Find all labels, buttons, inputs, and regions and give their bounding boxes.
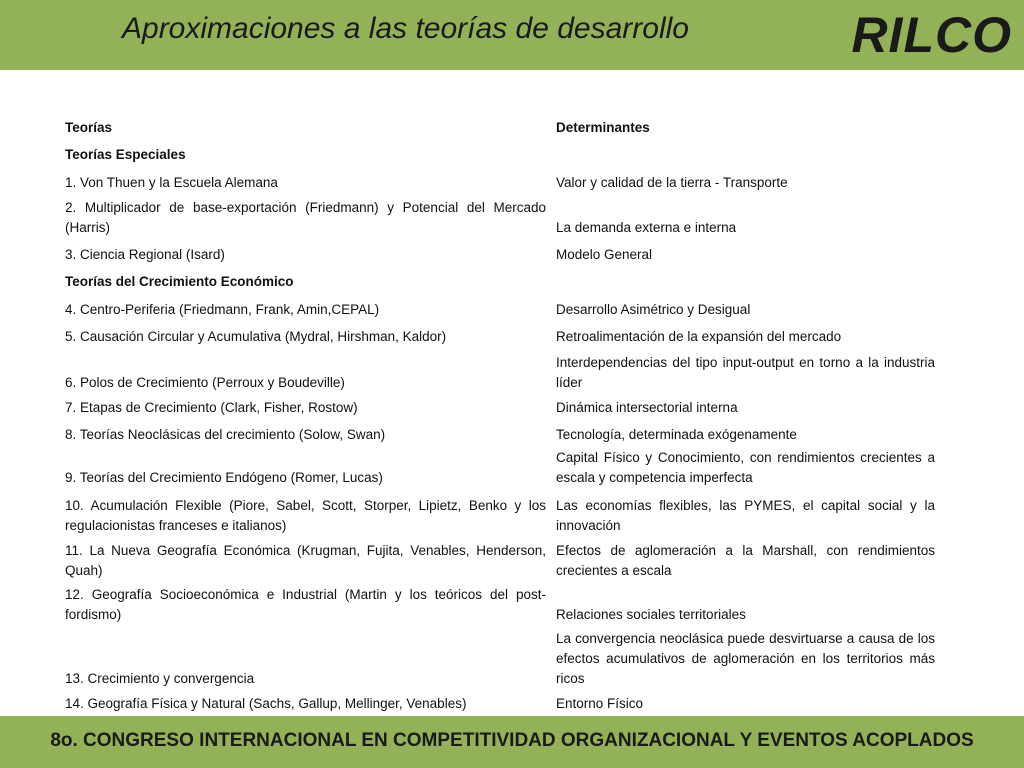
table-row — [60, 327, 940, 347]
determinant-cell: Relaciones sociales territoriales — [556, 607, 746, 622]
determinant-cell: Dinámica intersectorial interna — [556, 400, 738, 415]
table-row — [60, 629, 940, 689]
theory-cell: 6. Polos de Crecimiento (Perroux y Boudeville) — [65, 375, 345, 390]
table-row — [60, 496, 940, 536]
determinant-cell: Capital Físico y Conocimiento, con rendimientos crecientes a escala y competencia imperfecta — [556, 450, 935, 485]
determinant-cell: Retroalimentación de la expansión del mercado — [556, 329, 842, 344]
theory-cell: 2. Multiplicador de base-exportación (Friedmann) y Potencial del Mercado (Harris) — [65, 200, 546, 235]
determinant-cell: Valor y calidad de la tierra - Transporte — [556, 175, 788, 190]
determinant-cell: Desarrollo Asimétrico y Desigual — [556, 302, 751, 317]
table-header-row — [60, 118, 940, 138]
determinant-cell: Interdependencias del tipo input-output en torno a la industria líder — [556, 355, 935, 390]
table-row — [60, 245, 940, 265]
determinant-cell: La convergencia neoclásica puede desvirtuarse a causa de los efectos acumulativos de aglomeración en los territorios más ricos — [556, 631, 935, 686]
theory-cell: 5. Causación Circular y Acumulativa (Mydral, Hirshman, Kaldor) — [65, 329, 447, 344]
theory-cell: Teorías Especiales — [65, 147, 186, 162]
determinant-cell: Entorno Físico — [556, 696, 644, 711]
table-row — [60, 173, 940, 193]
footer-band — [0, 716, 1024, 768]
table-row — [60, 541, 940, 581]
theory-cell: 9. Teorías del Crecimiento Endógeno (Romer, Lucas) — [65, 470, 383, 485]
determinant-cell: Modelo General — [556, 247, 653, 262]
theories-table — [60, 104, 940, 716]
theory-cell: 4. Centro-Periferia (Friedmann, Frank, Amin,CEPAL) — [65, 302, 380, 317]
table-row — [60, 694, 940, 714]
header-theories: Teorías — [65, 120, 113, 135]
footer-congress-name: 8o. CONGRESO INTERNACIONAL EN COMPETITIVIDAD ORGANIZACIONAL Y EVENTOS ACOPLADOS — [50, 730, 974, 751]
section-row — [60, 272, 940, 292]
table-row — [60, 198, 940, 238]
theory-cell: 14. Geografía Física y Natural (Sachs, Gallup, Mellinger, Venables) — [65, 696, 467, 711]
slide-title: Aproximaciones a las teorías de desarrollo — [122, 12, 689, 45]
theory-cell: 10. Acumulación Flexible (Piore, Sabel, Scott, Storper, Lipietz, Benko y los regulacionistas franceses e italianos) — [65, 498, 546, 533]
theory-cell: 12. Geografía Socioeconómica e Industrial (Martin y los teóricos del post-fordismo) — [65, 587, 546, 622]
determinant-cell: La demanda externa e interna — [556, 220, 737, 235]
table-row — [60, 585, 940, 625]
table-row — [60, 300, 940, 320]
table-row — [60, 448, 940, 488]
header-determinants: Determinantes — [556, 120, 650, 135]
brand-logo-text: RILCO — [851, 7, 1012, 63]
theory-cell: 13. Crecimiento y convergencia — [65, 671, 255, 686]
header-band — [0, 0, 1024, 70]
theory-cell: 7. Etapas de Crecimiento (Clark, Fisher, Rostow) — [65, 400, 358, 415]
theory-cell: 11. La Nueva Geografía Económica (Krugman, Fujita, Venables, Henderson, Quah) — [65, 543, 546, 578]
theory-cell: Teorías del Crecimiento Económico — [65, 274, 294, 289]
determinant-cell: Las economías flexibles, las PYMES, el capital social y la innovación — [556, 498, 935, 533]
section-row — [60, 145, 940, 165]
table-row — [60, 398, 940, 418]
determinant-cell: Efectos de aglomeración a la Marshall, con rendimientos crecientes a escala — [556, 543, 935, 578]
table-row — [60, 425, 940, 445]
theory-cell: 1. Von Thuen y la Escuela Alemana — [65, 175, 278, 190]
theory-cell: 8. Teorías Neoclásicas del crecimiento (Solow, Swan) — [65, 427, 386, 442]
determinant-cell: Tecnología, determinada exógenamente — [556, 427, 797, 442]
theory-cell: 3. Ciencia Regional (Isard) — [65, 247, 225, 262]
table-row — [60, 353, 940, 393]
